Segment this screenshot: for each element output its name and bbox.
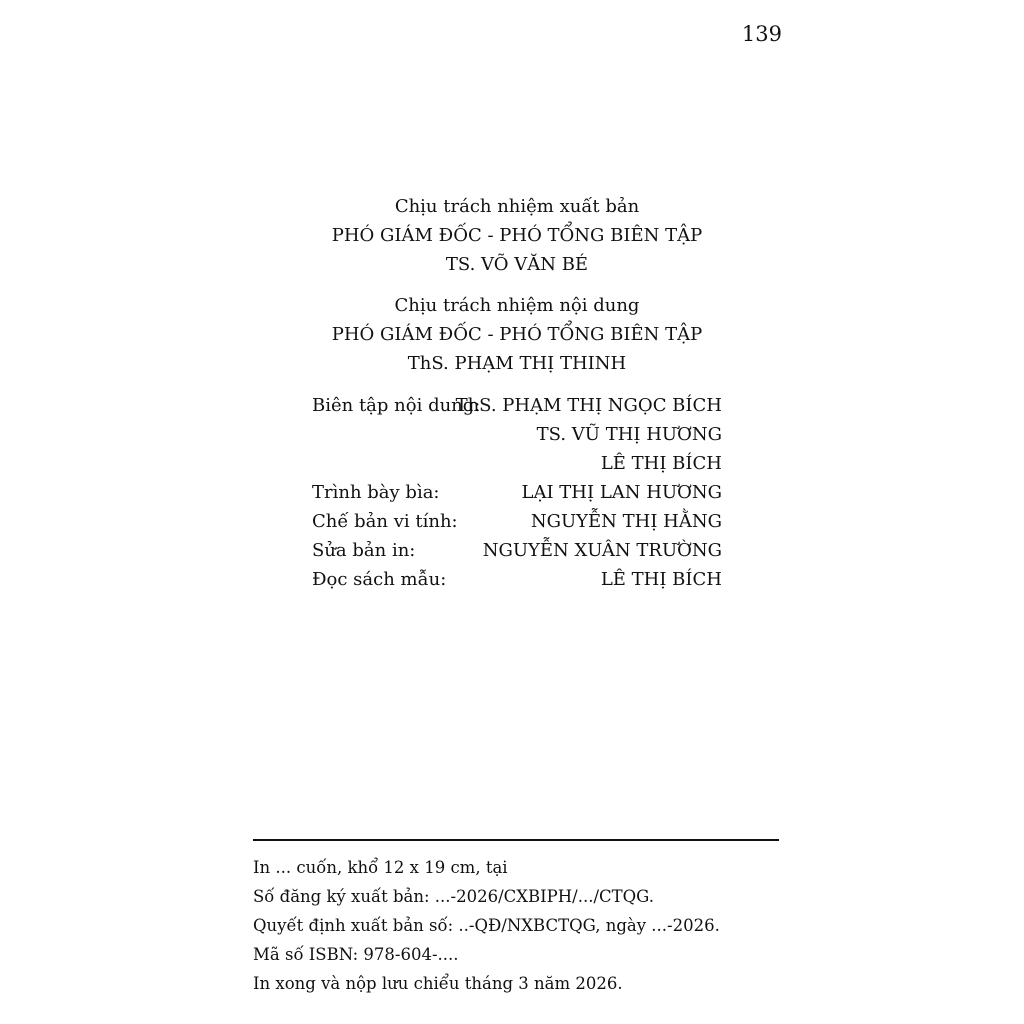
staff-row [312, 565, 722, 594]
colophon-line: In ... cuốn, khổ 12 x 19 cm, tại [253, 858, 508, 877]
staff-name: NGUYỄN XUÂN TRƯỜNG [482, 540, 722, 561]
staff-row [312, 507, 722, 536]
staff-name: LÊ THỊ BÍCH [600, 453, 722, 474]
colophon [253, 853, 783, 998]
page-number: 139 [741, 22, 782, 46]
staff-name: ThS. PHẠM THỊ NGỌC BÍCH [455, 395, 722, 416]
staff-row [312, 391, 722, 420]
staff-name: LÊ THỊ BÍCH [600, 569, 722, 590]
staff-name: TS. VŨ THỊ HƯƠNG [536, 424, 722, 445]
staff-row [312, 420, 722, 449]
colophon-line: Mã số ISBN: 978-604-.... [253, 945, 459, 964]
colophon-line: In xong và nộp lưu chiểu tháng 3 năm 2026. [253, 974, 623, 993]
content-responsibility-block [250, 291, 784, 378]
staff-role: Trình bày bìa: [312, 482, 440, 503]
staff-credits [312, 391, 722, 594]
staff-role: Biên tập nội dung: [312, 395, 481, 416]
content-responsibility-title: PHÓ GIÁM ĐỐC - PHÓ TỔNG BIÊN TẬP [331, 324, 703, 345]
staff-name: NGUYỄN THỊ HẰNG [530, 511, 722, 532]
staff-row [312, 449, 722, 478]
staff-row [312, 536, 722, 565]
publishing-responsibility-name: TS. VÕ VĂN BÉ [445, 254, 589, 275]
staff-name: LẠI THỊ LAN HƯƠNG [521, 482, 722, 503]
colophon-line: Số đăng ký xuất bản: ...-2026/CXBIPH/.../CTQG. [253, 887, 655, 906]
publishing-responsibility-block [250, 192, 784, 279]
colophon-divider [253, 839, 779, 841]
staff-role: Sửa bản in: [312, 540, 416, 561]
publishing-responsibility-heading: Chịu trách nhiệm xuất bản [394, 196, 640, 217]
staff-role: Chế bản vi tính: [312, 511, 458, 532]
colophon-line: Quyết định xuất bản số: ..-QĐ/NXBCTQG, ngày ...-2026. [253, 916, 720, 935]
content-responsibility-heading: Chịu trách nhiệm nội dung [394, 295, 640, 316]
staff-role: Đọc sách mẫu: [312, 569, 447, 590]
staff-row [312, 478, 722, 507]
content-responsibility-name: ThS. PHẠM THỊ THINH [407, 353, 627, 374]
publishing-responsibility-title: PHÓ GIÁM ĐỐC - PHÓ TỔNG BIÊN TẬP [331, 225, 703, 246]
